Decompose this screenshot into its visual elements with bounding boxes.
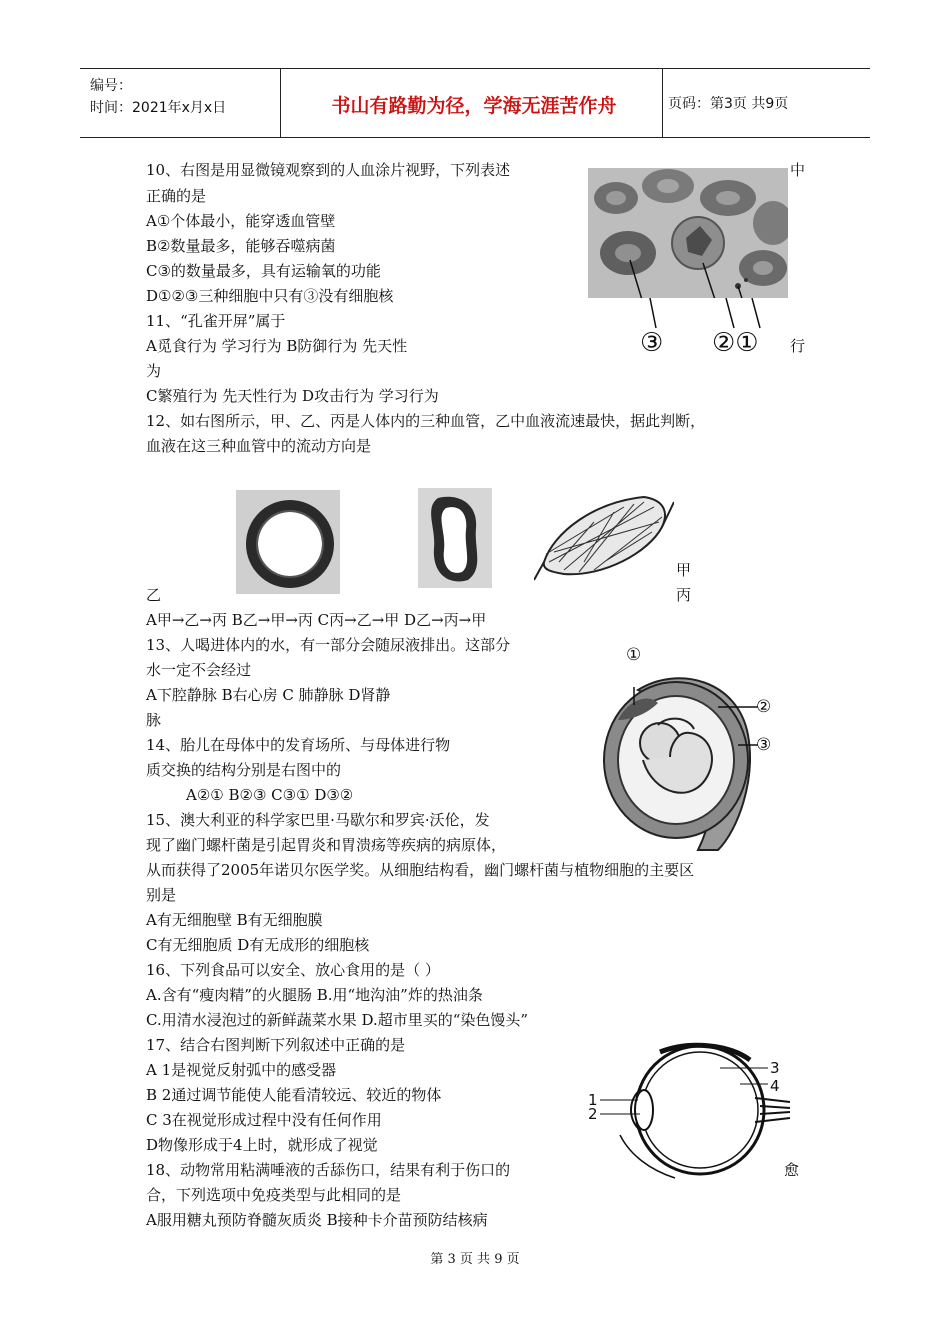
eye-label-1: 1 — [588, 1091, 598, 1109]
q15-options-1: A有无细胞壁 B有无细胞膜 — [146, 911, 323, 929]
q10-stem-1-tail: 中 — [790, 161, 806, 179]
q11-stem: 11、“孔雀开屏”属于 — [146, 312, 286, 330]
header-divider — [280, 69, 281, 137]
header-motto: 书山有路勤为径，学海无涯苦作舟 — [331, 95, 617, 117]
time-label: 时间：2021年x月x日 — [90, 100, 227, 116]
header-left — [90, 75, 226, 119]
q12-options: A甲→乙→丙 B乙→甲→丙 C丙→乙→甲 D乙→丙→甲 — [146, 611, 487, 629]
q10-stem-2: 正确的是 — [146, 187, 207, 205]
q18-stem-1: 18、动物常用粘满唾液的舌舔伤口，结果有利于伤口的 — [146, 1161, 511, 1179]
q15-stem-4: 别是 — [146, 886, 177, 904]
vessel-capillary-figure — [534, 492, 674, 582]
q12-label-bing: 丙 — [676, 586, 692, 604]
q15-options-2: C有无细胞质 D有无成形的细胞核 — [146, 936, 370, 954]
q12-label-yi: 乙 — [146, 586, 162, 604]
q17-stem: 17、结合右图判断下列叙述中正确的是 — [146, 1036, 406, 1054]
q18-options: A服用糖丸预防脊髓灰质炎 B接种卡介苗预防结核病 — [146, 1211, 488, 1229]
blood-smear-figure — [588, 168, 788, 298]
q11-options-3: C繁殖行为 先天性行为 D攻击行为 学习行为 — [146, 387, 439, 405]
q10-option-a: A①个体最小，能穿透血管壁 — [146, 212, 336, 230]
q18-stem-1-tail: 愈 — [784, 1161, 800, 1179]
fetus-uterus-figure — [598, 665, 770, 855]
q10-option-d: D①②③三种细胞中只有③没有细胞核 — [146, 287, 394, 305]
page-footer: 第 3 页 共 9 页 — [430, 1252, 520, 1267]
vessel-vein-figure — [418, 488, 492, 588]
q15-stem-3: 从而获得了2005年诺贝尔医学奖。从细胞结构看，幽门螺杆菌与植物细胞的主要区 — [146, 861, 695, 879]
q17-option-c: C 3在视觉形成过程中没有任何作用 — [146, 1111, 382, 1129]
blood-label-3: ③ — [640, 328, 664, 358]
q14-stem-1: 14、胎儿在母体中的发育场所、与母体进行物 — [146, 736, 451, 754]
q15-stem-2: 现了幽门螺杆菌是引起胃炎和胃溃疡等疾病的病原体， — [146, 836, 507, 854]
q17-option-d: D物像形成于4上时，就形成了视觉 — [146, 1136, 378, 1154]
eye-label-4: 4 — [770, 1077, 780, 1095]
q18-stem-2: 合，下列选项中免疫类型与此相同的是 — [146, 1186, 402, 1204]
q14-stem-2: 质交换的结构分别是右图中的 — [146, 761, 342, 779]
q15-stem-1: 15、澳大利亚的科学家巴里·马歇尔和罗宾·沃伦，发 — [146, 811, 490, 829]
q13-stem-2: 水一定不会经过 — [146, 661, 252, 679]
q16-options-2: C.用清水浸泡过的新鲜蔬菜水果 D.超市里买的“染色馒头” — [146, 1011, 529, 1029]
fetus-label-1: ① — [626, 645, 642, 665]
blood-label-2-1: ②① — [712, 328, 759, 358]
eye-figure — [600, 1040, 790, 1180]
q14-options: A②① B②③ C③① D③② — [186, 786, 354, 804]
vessel-artery-figure — [236, 490, 340, 594]
q16-stem: 16、下列食品可以安全、放心食用的是（ ） — [146, 961, 440, 979]
q13-stem-1: 13、人喝进体内的水，有一部分会随尿液排出。这部分 — [146, 636, 511, 654]
q16-options-1: A.含有“瘦肉精”的火腿肠 B.用“地沟油”炸的热油条 — [146, 986, 483, 1004]
eye-label-3: 3 — [770, 1059, 780, 1077]
q12-stem-1: 12、如右图所示，甲、乙、丙是人体内的三种血管，乙中血液流速最快，据此判断， — [146, 412, 706, 430]
q17-option-a: A 1是视觉反射弧中的感受器 — [146, 1061, 337, 1079]
q10-stem-1: 10、右图是用显微镜观察到的人血涂片视野，下列表述 — [146, 161, 511, 179]
q11-options-1-tail: 行 — [790, 337, 806, 355]
q17-option-b: B 2通过调节能使人能看清较远、较近的物体 — [146, 1086, 442, 1104]
page-header — [80, 68, 870, 138]
q11-options-1: A觅食行为 学习行为 B防御行为 先天性 — [146, 337, 408, 355]
q11-options-2: 为 — [146, 362, 162, 380]
q13-options-1: A下腔静脉 B右心房 C 肺静脉 D肾静 — [146, 686, 391, 704]
fetus-label-2: ② — [756, 697, 772, 717]
header-divider — [662, 69, 663, 137]
q12-label-jia: 甲 — [676, 561, 692, 579]
q13-options-2: 脉 — [146, 711, 162, 729]
eye-label-2: 2 — [588, 1105, 598, 1123]
blood-pointer-lines — [640, 298, 780, 330]
code-label: 编号： — [90, 78, 132, 94]
q10-option-b: B②数量最多，能够吞噬病菌 — [146, 237, 336, 255]
q10-option-c: C③的数量最多，具有运输氧的功能 — [146, 262, 381, 280]
fetus-label-3: ③ — [756, 735, 772, 755]
q12-stem-2: 血液在这三种血管中的流动方向是 — [146, 437, 372, 455]
page-number-label: 页码：第3页 共9页 — [668, 96, 789, 112]
